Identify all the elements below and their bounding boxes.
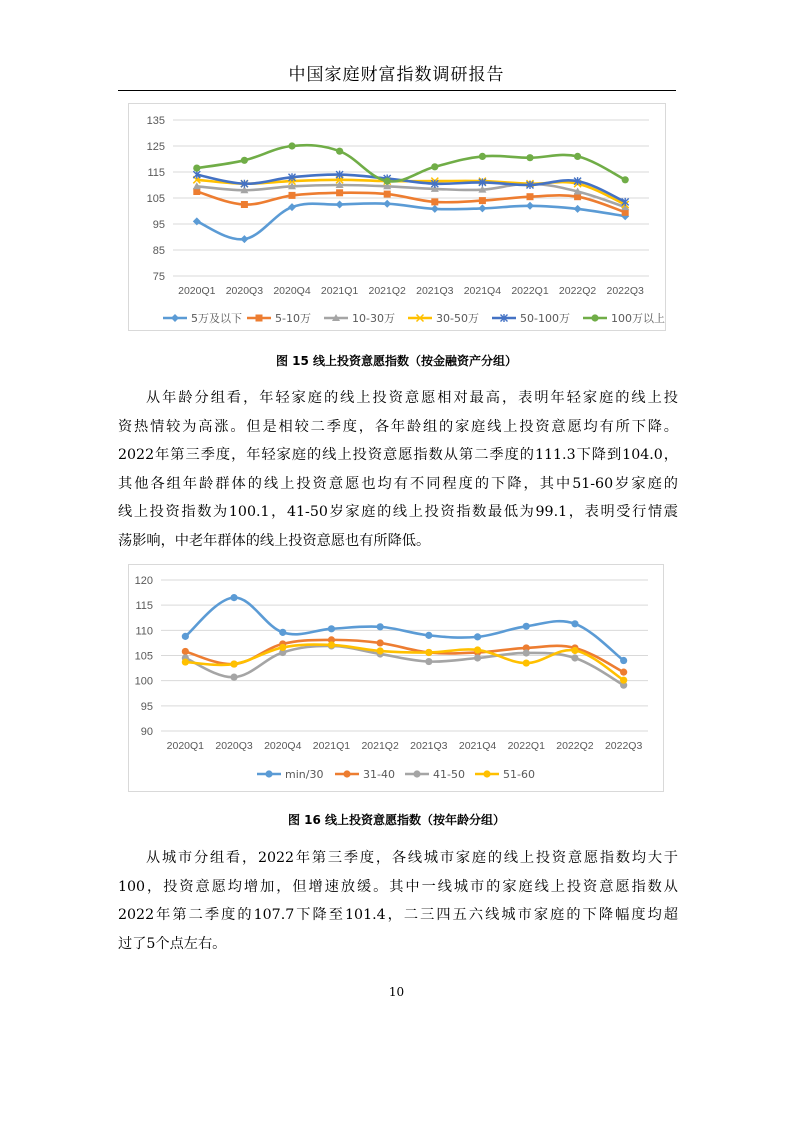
legend-label: 5-10万 bbox=[275, 312, 311, 325]
x-tick-label: 2022Q2 bbox=[558, 285, 597, 297]
data-point bbox=[336, 201, 344, 209]
y-tick-label: 85 bbox=[152, 245, 165, 257]
x-tick-label: 2020Q4 bbox=[273, 285, 311, 297]
data-point bbox=[241, 201, 248, 208]
data-point bbox=[279, 629, 286, 636]
data-point bbox=[182, 633, 189, 640]
data-point bbox=[478, 204, 486, 212]
data-point bbox=[377, 639, 384, 646]
figure-16-caption: 图 16 线上投资意愿指数（按年龄分组） bbox=[287, 813, 506, 827]
legend-marker bbox=[256, 315, 263, 322]
data-point bbox=[241, 157, 248, 164]
data-point bbox=[182, 648, 189, 655]
legend-marker bbox=[483, 770, 490, 777]
paragraph-line: 过了5个点左右。 bbox=[118, 935, 227, 952]
x-tick-label: 2022Q1 bbox=[511, 285, 549, 297]
data-point bbox=[384, 191, 391, 198]
y-tick-label: 105 bbox=[146, 193, 165, 205]
legend-entry bbox=[405, 768, 465, 781]
data-point bbox=[431, 205, 439, 213]
y-tick-label: 125 bbox=[146, 141, 165, 153]
data-point bbox=[377, 623, 384, 630]
data-point bbox=[383, 200, 391, 208]
data-point bbox=[425, 649, 432, 656]
data-point bbox=[431, 163, 438, 170]
data-point bbox=[182, 658, 189, 665]
data-point bbox=[377, 647, 384, 654]
paragraph-line: 其他各组年龄群体的线上投资意愿也均有不同程度的下降，其中51-60岁家庭的 bbox=[118, 475, 678, 492]
legend-marker bbox=[343, 770, 350, 777]
legend-label: 51-60 bbox=[503, 768, 535, 781]
data-point bbox=[230, 660, 237, 667]
data-point bbox=[240, 235, 248, 243]
paragraph-age-groups bbox=[118, 384, 678, 555]
data-point bbox=[328, 641, 335, 648]
paragraph-line: 从城市分组看，2022年第三季度，各线城市家庭的线上投资意愿指数均大于 bbox=[146, 850, 678, 866]
data-point bbox=[574, 153, 581, 160]
paragraph-line: 2022年第三季度，年轻家庭的线上投资意愿指数从第二季度的111.3下降到104.0， bbox=[118, 447, 678, 463]
data-point bbox=[527, 193, 534, 200]
x-tick-label: 2021Q1 bbox=[320, 285, 359, 297]
legend-label: 30-50万 bbox=[436, 312, 479, 325]
chart-age-groups-svg bbox=[129, 565, 663, 791]
chart-financial-assets bbox=[128, 103, 666, 331]
x-tick-label: 2021Q3 bbox=[410, 740, 448, 752]
series-line bbox=[197, 192, 625, 213]
paragraph-line: 线上投资指数为100.1，41-50岁家庭的线上投资指数最低为99.1，表明受行情震 bbox=[118, 504, 678, 520]
data-point bbox=[526, 202, 534, 210]
legend-marker bbox=[413, 770, 420, 777]
y-tick-label: 115 bbox=[135, 600, 153, 613]
data-point bbox=[571, 647, 578, 654]
legend-marker bbox=[591, 314, 598, 321]
data-point bbox=[328, 625, 335, 632]
data-point bbox=[523, 623, 530, 630]
data-point bbox=[336, 189, 343, 196]
data-point bbox=[622, 176, 629, 183]
legend-entry bbox=[335, 768, 395, 781]
y-tick-label: 120 bbox=[134, 575, 153, 587]
legend-label: min/30 bbox=[285, 768, 324, 781]
legend-label: 5万及以下 bbox=[191, 312, 242, 325]
data-point bbox=[474, 654, 481, 661]
data-point bbox=[288, 203, 296, 211]
data-point bbox=[523, 659, 530, 666]
x-tick-label: 2021Q1 bbox=[312, 740, 351, 752]
x-tick-label: 2022Q3 bbox=[604, 740, 643, 752]
legend-label: 50-100万 bbox=[520, 312, 570, 325]
legend-entry bbox=[324, 312, 395, 325]
legend-entry bbox=[492, 312, 570, 325]
x-tick-label: 2020Q1 bbox=[166, 740, 205, 752]
x-tick-label: 2021Q2 bbox=[368, 285, 406, 297]
page-number: 10 bbox=[388, 985, 405, 999]
paragraph-line: 100，投资意愿均增加，但增速放缓。其中一线城市的家庭线上投资意愿指数从 bbox=[118, 878, 678, 895]
y-tick-label: 115 bbox=[147, 167, 165, 179]
x-tick-label: 2022Q2 bbox=[556, 740, 594, 752]
series-line bbox=[197, 145, 625, 181]
x-tick-label: 2022Q3 bbox=[606, 285, 644, 297]
data-point bbox=[574, 205, 582, 213]
y-tick-label: 95 bbox=[140, 700, 153, 713]
data-point bbox=[479, 197, 486, 204]
data-point bbox=[289, 192, 296, 199]
x-tick-label: 2021Q4 bbox=[458, 740, 497, 752]
legend-entry bbox=[583, 311, 665, 325]
legend-entry bbox=[163, 312, 242, 325]
data-point bbox=[620, 657, 627, 664]
x-tick-label: 2022Q1 bbox=[507, 740, 545, 752]
figure-15-caption: 图 15 线上投资意愿指数（按金融资产分组） bbox=[275, 354, 518, 368]
data-point bbox=[479, 153, 486, 160]
data-point bbox=[526, 154, 533, 161]
y-tick-label: 90 bbox=[140, 726, 153, 738]
legend-entry bbox=[257, 768, 323, 781]
legend-entry bbox=[408, 312, 479, 325]
page-header-title: 中国家庭财富指数调研报告 bbox=[288, 65, 505, 85]
data-point bbox=[230, 594, 237, 601]
data-point bbox=[230, 674, 237, 681]
y-tick-label: 95 bbox=[152, 219, 165, 231]
data-point bbox=[425, 658, 432, 665]
data-point bbox=[425, 632, 432, 639]
data-point bbox=[384, 178, 391, 185]
x-tick-label: 2020Q3 bbox=[215, 740, 253, 752]
paragraph-line: 荡影响，中老年群体的线上投资意愿也有所降低。 bbox=[118, 532, 431, 549]
data-point bbox=[523, 649, 530, 656]
x-tick-label: 2021Q3 bbox=[416, 285, 454, 297]
legend-label: 100万以上 bbox=[611, 312, 665, 325]
chart-age-groups bbox=[128, 564, 664, 792]
y-tick-label: 110 bbox=[135, 625, 153, 638]
legend-entry bbox=[475, 768, 535, 781]
legend-label: 10-30万 bbox=[352, 312, 395, 325]
data-point bbox=[571, 654, 578, 661]
data-point bbox=[620, 677, 627, 684]
data-point bbox=[474, 646, 481, 653]
y-tick-label: 135 bbox=[146, 115, 165, 127]
legend-marker bbox=[171, 314, 179, 322]
series-line bbox=[197, 203, 625, 239]
data-point bbox=[279, 644, 286, 651]
data-point bbox=[431, 198, 438, 205]
data-point bbox=[336, 148, 343, 155]
data-point bbox=[571, 620, 578, 627]
paragraph-line: 资热情较为高涨。但是相较二季度，各年龄组的家庭线上投资意愿均有所下降。 bbox=[118, 418, 678, 435]
series-line bbox=[185, 645, 623, 681]
paragraph-line: 2022年第二季度的107.7下降至101.4，二三四五六线城市家庭的下降幅度均超 bbox=[118, 907, 678, 923]
legend-label: 41-50 bbox=[433, 768, 465, 781]
chart-financial-assets-svg bbox=[129, 104, 665, 330]
header-rule bbox=[118, 90, 676, 91]
y-tick-label: 100 bbox=[134, 675, 153, 688]
x-tick-label: 2020Q3 bbox=[225, 285, 264, 297]
y-tick-label: 105 bbox=[134, 650, 153, 663]
legend-marker bbox=[265, 770, 272, 777]
data-point bbox=[193, 165, 200, 172]
x-tick-label: 2020Q4 bbox=[264, 740, 302, 752]
paragraph-city-groups bbox=[118, 844, 678, 958]
x-tick-label: 2021Q2 bbox=[361, 740, 399, 752]
data-point bbox=[620, 669, 627, 676]
x-tick-label: 2020Q1 bbox=[178, 285, 216, 297]
data-point bbox=[288, 142, 295, 149]
legend-entry bbox=[247, 312, 311, 325]
paragraph-line: 从年龄分组看，年轻家庭的线上投资意愿相对最高，表明年轻家庭的线上投 bbox=[146, 390, 678, 406]
legend-label: 31-40 bbox=[363, 768, 395, 781]
y-tick-label: 75 bbox=[152, 271, 165, 283]
x-tick-label: 2021Q4 bbox=[463, 285, 502, 297]
data-point bbox=[474, 633, 481, 640]
